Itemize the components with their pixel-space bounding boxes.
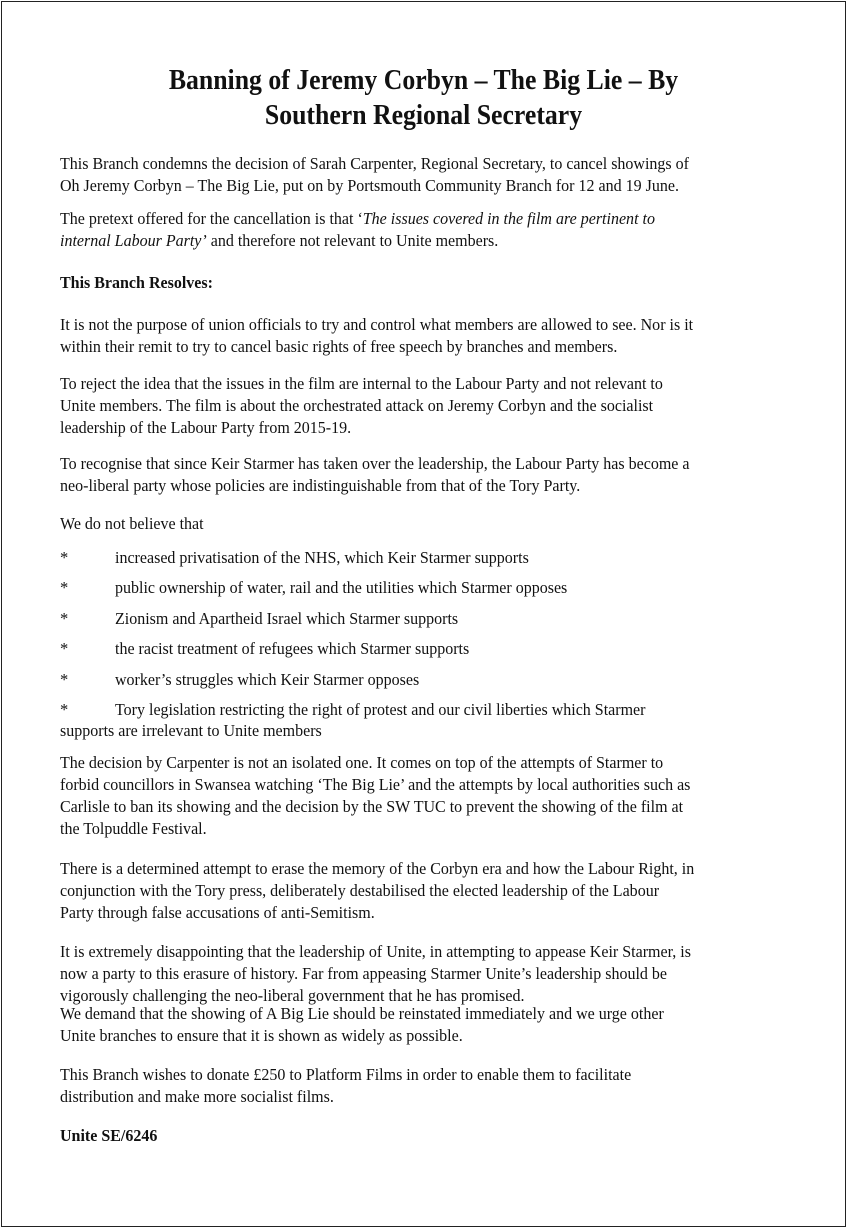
text-line: To recognise that since Keir Starmer has taken over the leadership, the Labour Party has become a <box>60 454 690 473</box>
bullet-text: Zionism and Apartheid Israel which Starmer supports <box>115 609 459 628</box>
bullet-text: increased privatisation of the NHS, which Keir Starmer supports <box>115 548 529 567</box>
text-line: Party through false accusations of anti-Semitism. <box>60 903 375 922</box>
asterisk-icon: * <box>60 548 69 567</box>
text-line: To reject the idea that the issues in the film are internal to the Labour Party and not relevant to <box>60 374 663 393</box>
paragraph-decision <box>60 752 797 840</box>
text-line: now a party to this erasure of history. Far from appeasing Starmer Unite’s leadership should be <box>60 964 668 983</box>
asterisk-icon: * <box>60 578 69 597</box>
text-line <box>60 230 797 252</box>
quote-text: The issues covered in the film are pertinent to <box>362 209 655 228</box>
bullet-text: Tory legislation restricting the right of protest and our civil liberties which Starmer <box>115 700 646 719</box>
text-line: We demand that the showing of A Big Lie should be reinstated immediately and we urge other <box>60 1004 664 1023</box>
paragraph-we-do-not-believe: We do not believe that <box>60 514 204 533</box>
paragraph-reject <box>60 373 797 439</box>
text-line: It is not the purpose of union officials to try and control what members are allowed to see. Nor is it <box>60 315 694 334</box>
text-line: This Branch condemns the decision of Sarah Carpenter, Regional Secretary, to cancel showings of <box>60 154 689 173</box>
text-run: and therefore not relevant to Unite members. <box>206 231 499 250</box>
bullet-text: worker’s struggles which Keir Starmer opposes <box>115 670 420 689</box>
asterisk-icon: * <box>60 670 69 689</box>
asterisk-icon: * <box>60 609 69 628</box>
document-title-line-2: Southern Regional Secretary <box>264 100 583 131</box>
paragraph-condemnation <box>60 153 797 197</box>
text-line: forbid councillors in Swansea watching ‘The Big Lie’ and the attempts by local authorities such as <box>60 775 691 794</box>
asterisk-icon: * <box>60 700 69 719</box>
paragraph-pretext <box>60 208 797 252</box>
text-line: Oh Jeremy Corbyn – The Big Lie, put on by Portsmouth Community Branch for 12 and 19 June. <box>60 176 679 195</box>
text-line: the Tolpuddle Festival. <box>60 819 207 838</box>
bullet-text: the racist treatment of refugees which Starmer supports <box>115 639 470 658</box>
text-line: There is a determined attempt to erase the memory of the Corbyn era and how the Labour Right, in <box>60 859 695 878</box>
paragraph-recognise <box>60 453 797 497</box>
quote-text: internal Labour Party’ <box>60 231 207 250</box>
text-line: The decision by Carpenter is not an isolated one. It comes on top of the attempts of Starmer to <box>60 753 664 772</box>
branch-signature: Unite SE/6246 <box>60 1126 158 1145</box>
text-run: The pretext offered for the cancellation is that ‘ <box>60 209 363 228</box>
text-line: within their remit to try to cancel basic rights of free speech by branches and members. <box>60 337 618 356</box>
text-line: It is extremely disappointing that the leadership of Unite, in attempting to appease Keir Starmer, is <box>60 942 691 961</box>
text-line: Carlisle to ban its showing and the decision by the SW TUC to prevent the showing of the film at <box>60 797 684 816</box>
paragraph-donation <box>60 1064 797 1108</box>
paragraph-demand <box>60 1003 797 1047</box>
asterisk-icon: * <box>60 639 69 658</box>
paragraph-purpose <box>60 314 797 358</box>
document-title-line-1: Banning of Jeremy Corbyn – The Big Lie – By <box>168 65 679 96</box>
text-line: neo-liberal party whose policies are indistinguishable from that of the Tory Party. <box>60 476 581 495</box>
text-line: vigorously challenging the neo-liberal government that he has promised. <box>60 986 525 1005</box>
text-line <box>60 208 797 230</box>
bullet-continuation: supports are irrelevant to Unite members <box>60 721 322 740</box>
text-line: conjunction with the Tory press, deliberately destabilised the elected leadership of the Labour <box>60 881 660 900</box>
paragraph-erase-memory <box>60 858 797 924</box>
paragraph-disappointing <box>60 941 797 1007</box>
text-line: This Branch wishes to donate £250 to Platform Films in order to enable them to facilitate <box>60 1065 632 1084</box>
text-line: Unite branches to ensure that it is shown as widely as possible. <box>60 1026 463 1045</box>
resolves-heading: This Branch Resolves: <box>60 273 213 292</box>
text-line: distribution and make more socialist films. <box>60 1087 334 1106</box>
text-line: Unite members. The film is about the orchestrated attack on Jeremy Corbyn and the socialist <box>60 396 654 415</box>
text-line: leadership of the Labour Party from 2015-19. <box>60 418 352 437</box>
bullet-text: public ownership of water, rail and the utilities which Starmer opposes <box>115 578 568 597</box>
